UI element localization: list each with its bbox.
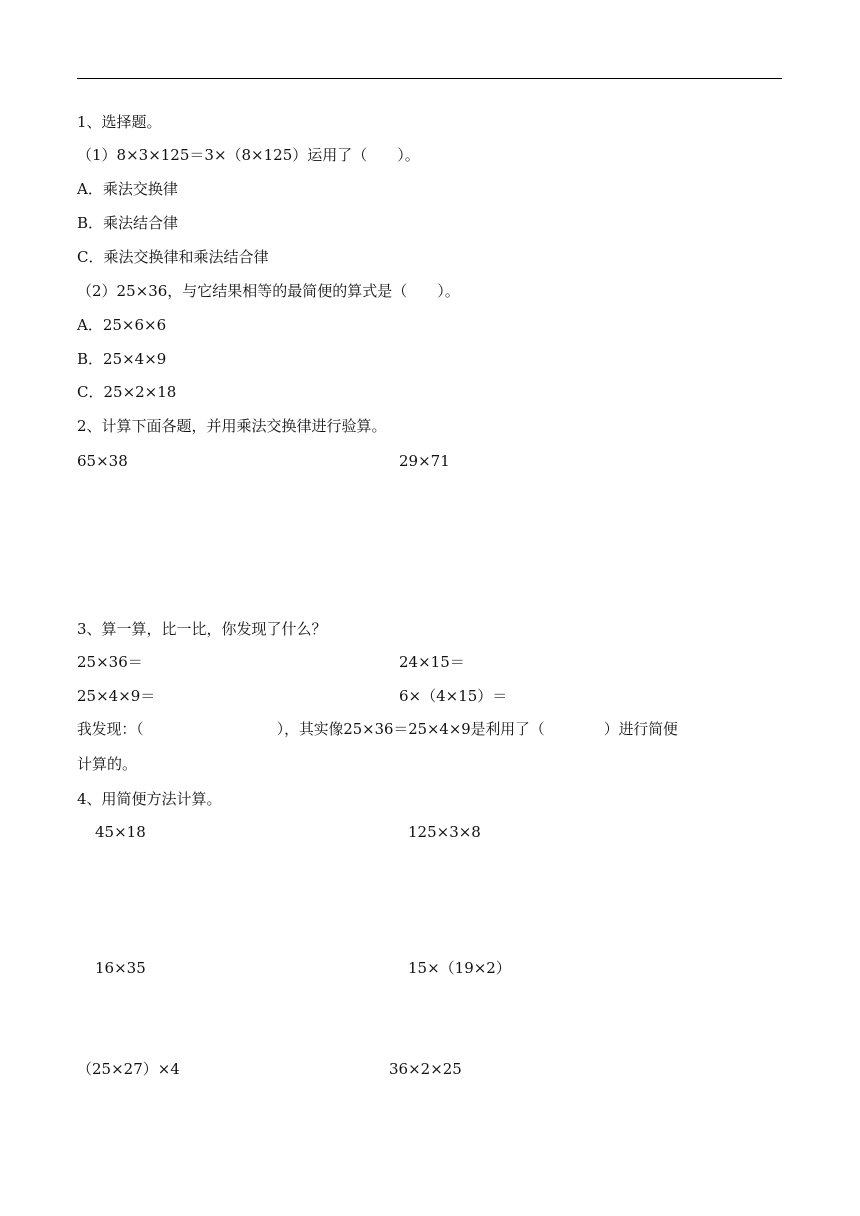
q1-sub2-stem: （2）25×36，与它结果相等的最简便的算式是（ ）。 xyxy=(77,282,460,300)
q3-item-2: 24×15＝ xyxy=(399,653,465,671)
q4-item-4: 15×（19×2） xyxy=(408,959,511,977)
q1-sub2-option-c: C．25×2×18 xyxy=(77,383,177,401)
q3-finding-line2: 计算的。 xyxy=(77,755,138,773)
q2-item-2: 29×71 xyxy=(399,452,450,470)
q4-item-1: 45×18 xyxy=(95,823,146,841)
q4-item-3: 16×35 xyxy=(95,959,146,977)
q3-title: 3、算一算，比一比，你发现了什么？ xyxy=(77,620,327,638)
q1-sub2-option-a: A．25×6×6 xyxy=(77,316,167,334)
q1-sub1-stem: （1）8×3×125＝3×（8×125）运用了（ ）。 xyxy=(77,146,420,164)
q1-sub2-option-b: B．25×4×9 xyxy=(77,350,167,368)
q1-sub1-option-a: A．乘法交换律 xyxy=(77,180,178,198)
q4-item-2: 125×3×8 xyxy=(408,823,481,841)
q3-item-4: 6×（4×15）＝ xyxy=(399,687,508,705)
q4-item-5: （25×27）×4 xyxy=(77,1060,180,1078)
q1-sub1-option-c: C．乘法交换律和乘法结合律 xyxy=(77,248,269,266)
q4-title: 4、用简便方法计算。 xyxy=(77,790,222,808)
q3-finding-line1: 我发现：（ ），其实像25×36＝25×4×9是利用了（ ）进行简便 xyxy=(77,721,678,738)
q2-title: 2、计算下面各题，并用乘法交换律进行验算。 xyxy=(77,417,387,435)
q4-item-6: 36×2×25 xyxy=(389,1060,462,1078)
q1-title: 1、选择题。 xyxy=(77,113,162,131)
q1-sub1-option-b: B．乘法结合律 xyxy=(77,214,179,232)
header-rule xyxy=(77,78,782,79)
q3-item-3: 25×4×9＝ xyxy=(77,687,156,705)
q3-item-1: 25×36＝ xyxy=(77,653,143,671)
q2-item-1: 65×38 xyxy=(77,452,128,470)
